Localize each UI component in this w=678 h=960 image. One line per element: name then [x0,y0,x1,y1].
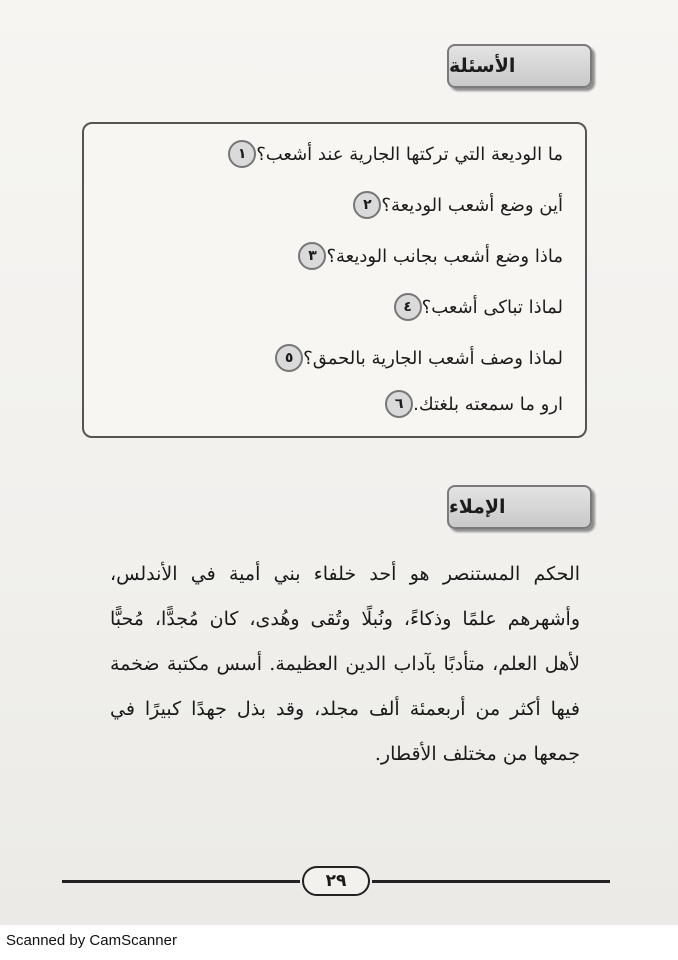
scanner-watermark: Scanned by CamScanner [6,932,177,949]
question-item [343,187,563,223]
question-text: ما الوديعة التي تركتها الجارية عند أشعب؟ [256,143,563,165]
page-number-badge [302,866,370,896]
questions-box [82,122,587,438]
dictation-heading-text: الإملاء [449,496,506,518]
question-number-badge: ٤ [394,293,422,321]
footer-divider-left [62,880,300,883]
question-text: ارو ما سمعته بلغتك. [413,393,563,415]
footer-divider-right [372,880,610,883]
question-item [265,340,563,376]
question-text: لماذا وصف أشعب الجارية بالحمق؟ [303,347,563,369]
questions-heading [447,44,592,88]
question-text: ماذا وضع أشعب بجانب الوديعة؟ [326,245,563,267]
question-number-badge: ١ [228,140,256,168]
question-number-badge: ٥ [275,344,303,372]
question-number-badge: ٣ [298,242,326,270]
question-item [375,386,563,422]
page-number: ٢٩ [325,871,347,891]
questions-heading-text: الأسئلة [449,55,516,77]
question-item [384,289,563,325]
question-item [288,238,563,274]
question-number-badge: ٦ [385,390,413,418]
question-text: لماذا تباكى أشعب؟ [421,296,563,318]
dictation-heading [447,485,592,529]
question-text: أين وضع أشعب الوديعة؟ [381,194,563,216]
question-number-badge: ٢ [353,191,381,219]
question-item [218,136,563,172]
dictation-paragraph: الحكم المستنصر هو أحد خلفاء بني أمية في الأندلس، وأشهرهم علمًا وذكاءً، ونُبلًا وتُقى وهُدى، كان مُجدًّا، مُحبًّا لأهل العلم، متأدبًا بآداب الدين العظيمة. أسس مكتبة ضخمة فيها أكثر من أربعمئة ألف مجلد، وقد بذل جهدًا كبيرًا في جمعها من مختلف الأقطار. [110,563,580,765]
